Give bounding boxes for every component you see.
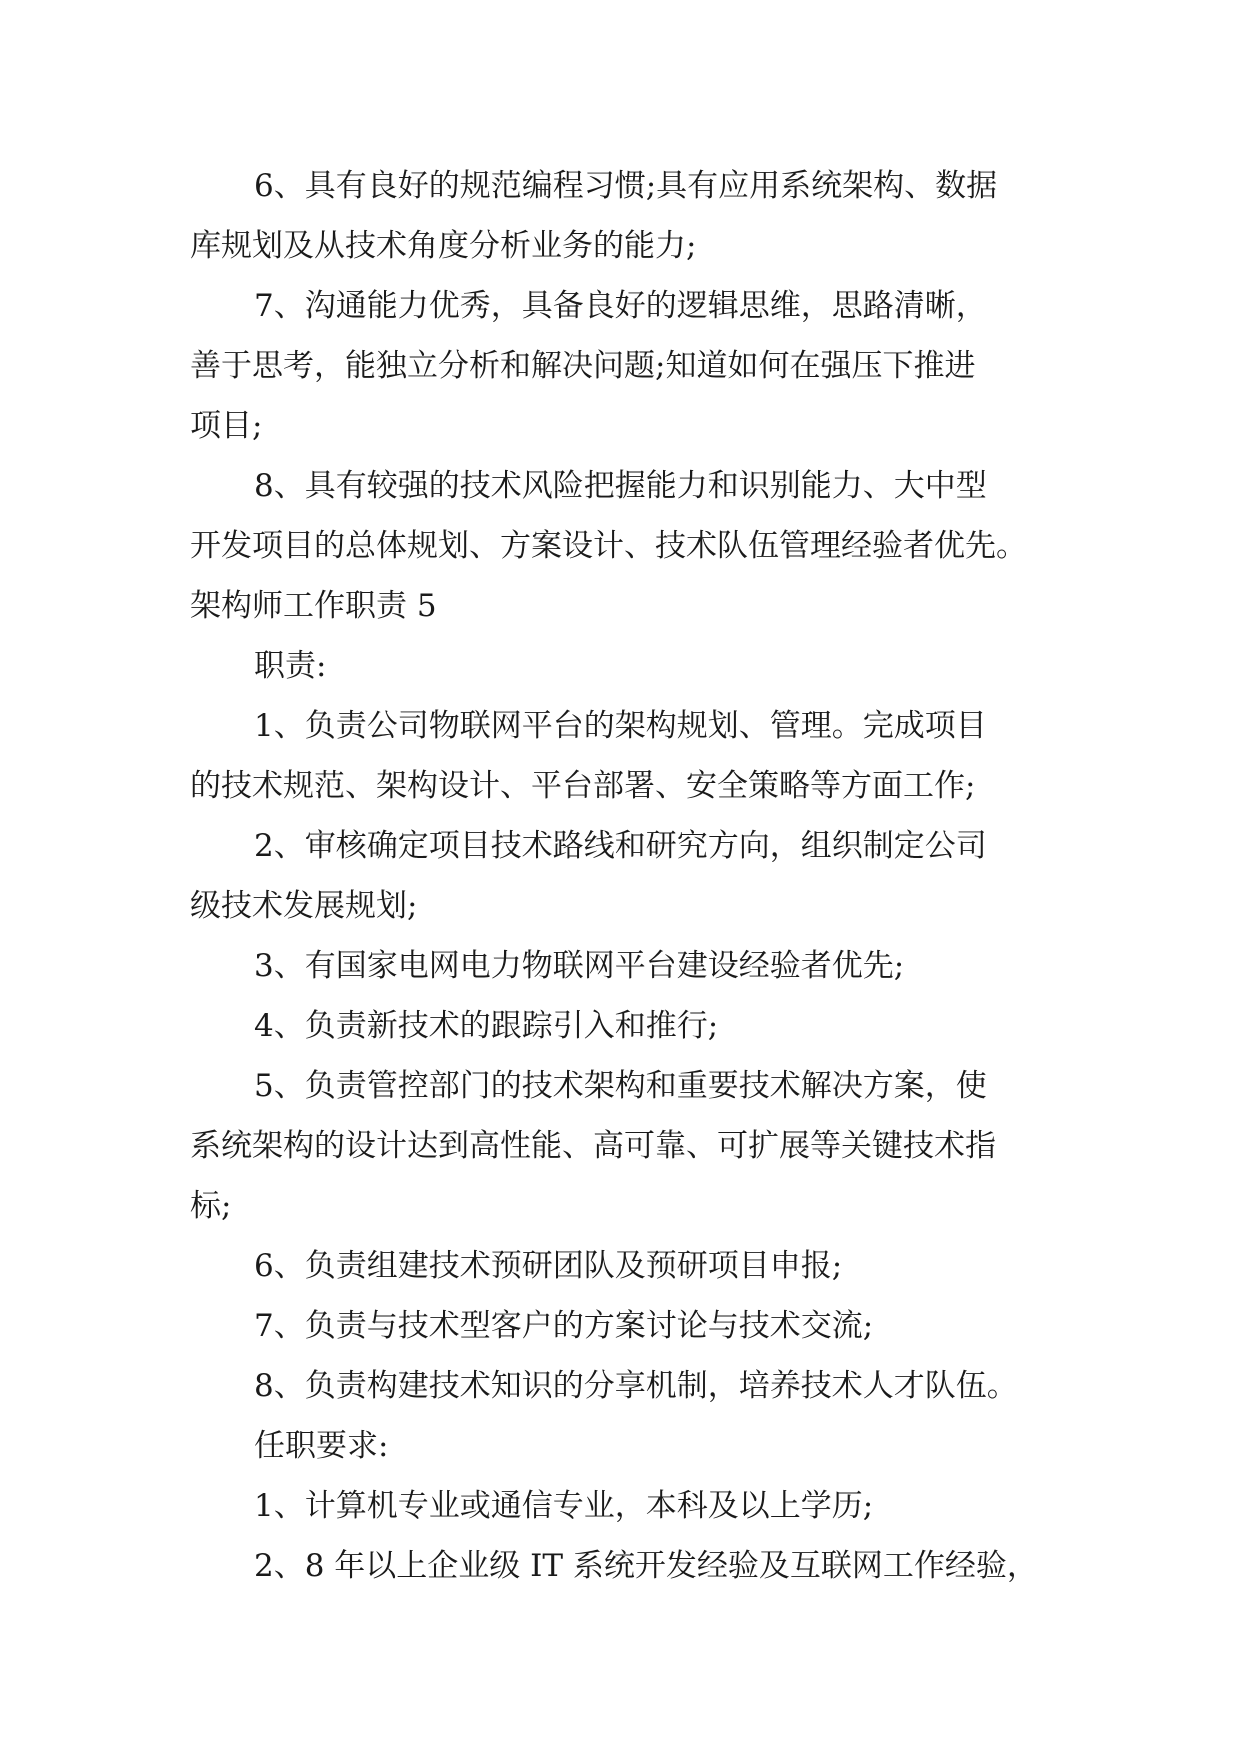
duty-4: 4、负责新技术的跟踪引入和推行; bbox=[254, 1008, 719, 1044]
duty-2-line-2: 级技术发展规划; bbox=[190, 888, 418, 924]
section-title: 架构师工作职责 5 bbox=[190, 588, 437, 624]
requirement-8-line-1: 8、具有较强的技术风险把握能力和识别能力、大中型 bbox=[254, 468, 987, 504]
duty-6: 6、负责组建技术预研团队及预研项目申报; bbox=[254, 1248, 843, 1284]
duty-8: 8、负责构建技术知识的分享机制，培养技术人才队伍。 bbox=[254, 1368, 1018, 1404]
duties-heading: 职责: bbox=[254, 648, 327, 684]
duty-7: 7、负责与技术型客户的方案讨论与技术交流; bbox=[254, 1308, 874, 1344]
requirement-8-line-2: 开发项目的总体规划、方案设计、技术队伍管理经验者优先。 bbox=[190, 528, 1027, 564]
requirement-7-line-3: 项目; bbox=[190, 408, 263, 444]
requirement-7-line-1: 7、沟通能力优秀，具备良好的逻辑思维，思路清晰， bbox=[254, 288, 987, 324]
duty-1-line-1: 1、负责公司物联网平台的架构规划、管理。完成项目 bbox=[254, 708, 987, 744]
duty-2-line-1: 2、审核确定项目技术路线和研究方向，组织制定公司 bbox=[254, 828, 987, 864]
requirement-7-line-2: 善于思考，能独立分析和解决问题;知道如何在强压下推进 bbox=[190, 348, 976, 384]
requirement-6-line-2: 库规划及从技术角度分析业务的能力; bbox=[190, 228, 697, 264]
qualifications-heading: 任职要求: bbox=[254, 1428, 389, 1464]
duty-1-line-2: 的技术规范、架构设计、平台部署、安全策略等方面工作; bbox=[190, 768, 976, 804]
requirement-6-line-1: 6、具有良好的规范编程习惯;具有应用系统架构、数据 bbox=[254, 168, 998, 204]
qualification-2: 2、8 年以上企业级 IT 系统开发经验及互联网工作经验， bbox=[254, 1548, 1038, 1584]
duty-5-line-1: 5、负责管控部门的技术架构和重要技术解决方案，使 bbox=[254, 1068, 987, 1104]
duty-5-line-3: 标; bbox=[190, 1188, 232, 1224]
qualification-1: 1、计算机专业或通信专业，本科及以上学历; bbox=[254, 1488, 874, 1524]
duty-3: 3、有国家电网电力物联网平台建设经验者优先; bbox=[254, 948, 905, 984]
duty-5-line-2: 系统架构的设计达到高性能、高可靠、可扩展等关键技术指 bbox=[190, 1128, 996, 1164]
